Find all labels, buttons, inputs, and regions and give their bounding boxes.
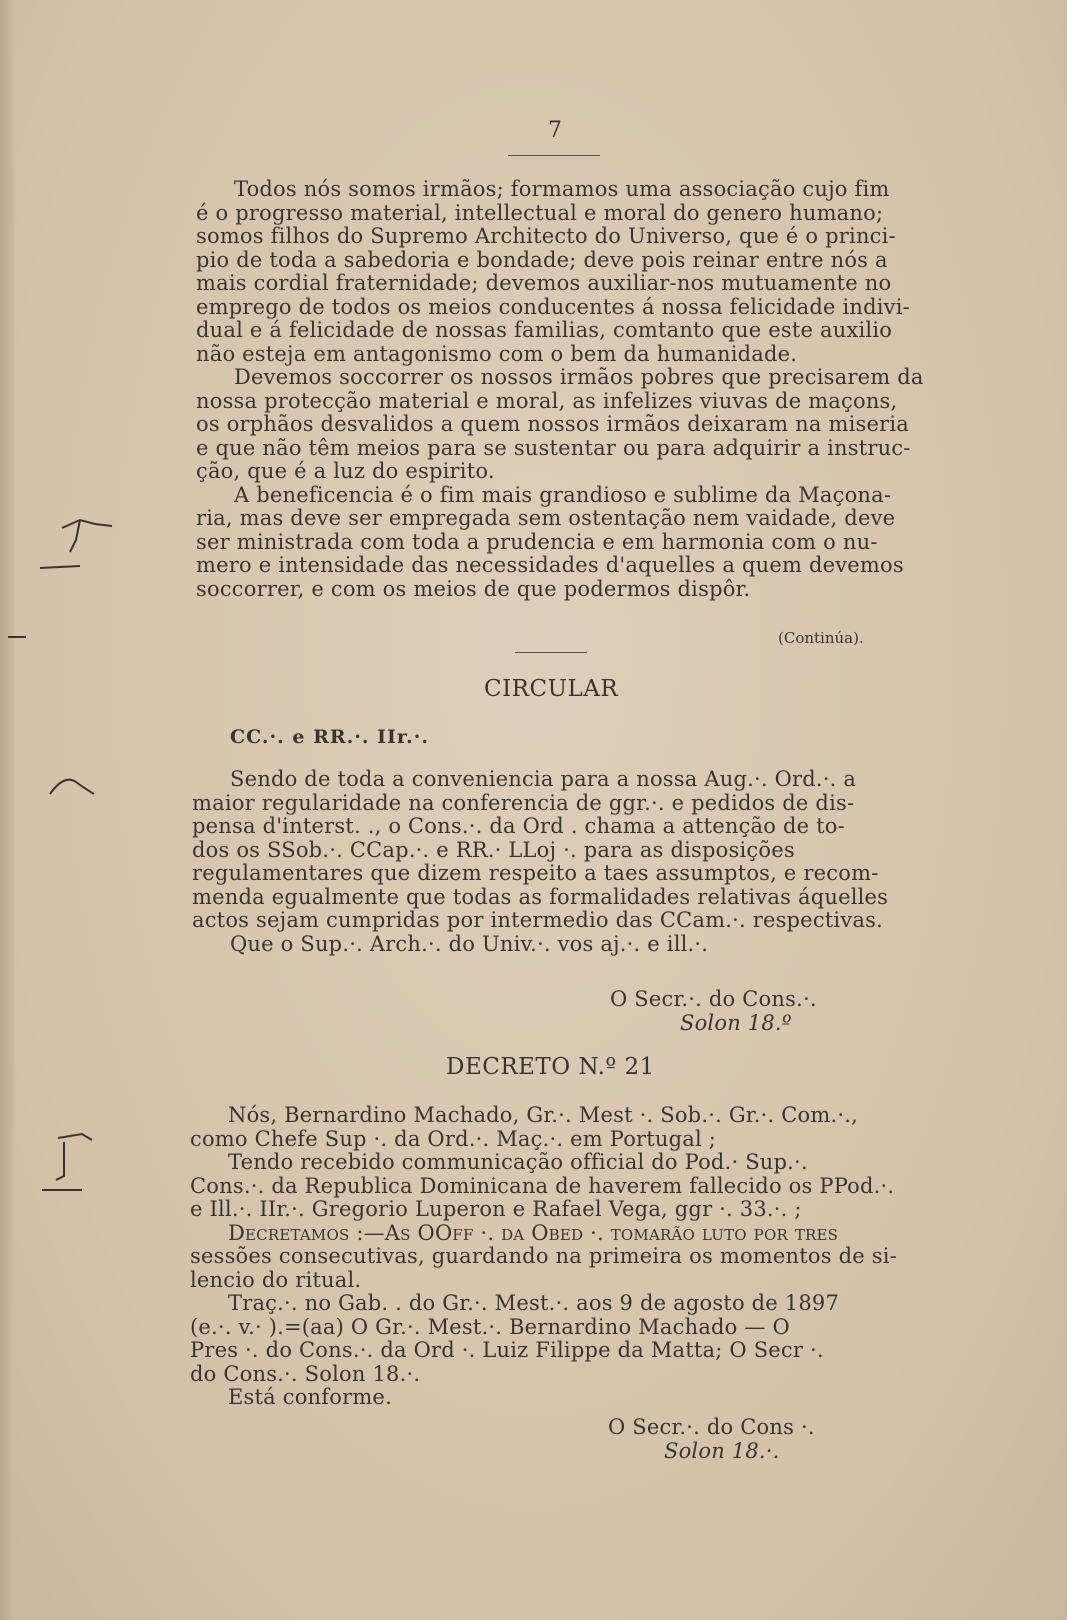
margin-pencil-mark	[40, 500, 120, 580]
text-line: ria, mas deve ser empregada sem ostentação nem vaidade, deve	[196, 506, 896, 530]
margin-curl-mark	[48, 772, 98, 802]
text-line: e que não têm meios para se sustentar ou para adquirir a instruc-	[196, 435, 911, 460]
decreto-heading: DECRETO N.º 21	[446, 1054, 655, 1080]
text-line: Tendo recebido communicação official do Pod.· Sup.·.	[228, 1150, 808, 1174]
text-line: como Chefe Sup ·. da Ord.·. Maç.·. em Portugal ;	[190, 1126, 717, 1151]
margin-tick-mark	[8, 632, 28, 642]
text-line: os orphãos desvalidos a quem nossos irmãos deixaram na miseria	[196, 412, 909, 436]
text-line: A beneficencia é o fim mais grandioso e sublime da Maçona-	[234, 482, 892, 507]
circular-signature-title: O Secr.·. do Cons.·.	[610, 987, 817, 1011]
text-line: Está conforme.	[228, 1385, 392, 1409]
margin-bracket-mark	[42, 1120, 102, 1200]
text-line: Que o Sup.·. Arch.·. do Univ.·. vos aj.·. e ill.·.	[230, 931, 709, 956]
text-line: regulamentares que dizem respeito a taes assumptos, e recom-	[192, 861, 879, 885]
text-line: menda egualmente que todas as formalidades relativas áquelles	[192, 884, 889, 909]
text-line: Sendo de toda a conveniencia para a nossa Aug.·. Ord.·. a	[230, 767, 857, 791]
text-line: Devemos soccorrer os nossos irmãos pobres que precisarem da	[234, 365, 924, 389]
text-line: não esteja em antagonismo com o bem da humanidade.	[196, 341, 798, 366]
decreto-signature-title: O Secr.·. do Cons ·.	[608, 1415, 815, 1439]
circular-heading: CIRCULAR	[484, 676, 619, 702]
text-line: mais cordial fraternidade; devemos auxiliar-nos mutuamente no	[196, 271, 892, 295]
page-number: 7	[548, 118, 562, 143]
text-line: somos filhos do Supremo Architecto do Universo, que é o princi-	[196, 224, 896, 248]
text-line: lencio do ritual.	[190, 1267, 362, 1292]
text-line: é o progresso material, intellectual e moral do genero humano;	[196, 200, 884, 225]
text-line: sessões consecutivas, guardando na primeira os momentos de si-	[190, 1244, 897, 1268]
text-line: soccorrer, e com os meios de que podermos dispôr.	[196, 576, 751, 601]
text-line: do Cons.·. Solon 18.·.	[190, 1361, 421, 1386]
text-line: nossa protecção material e moral, as infelizes viuvas de maçons,	[196, 388, 898, 413]
continua-note: (Continúa).	[778, 629, 864, 647]
decreto-text	[190, 1104, 902, 1410]
text-line: ção, que é a luz do espirito.	[196, 459, 495, 483]
text-line: Pres ·. do Cons.·. da Ord ·. Luiz Filippe da Matta; O Secr ·.	[190, 1338, 824, 1362]
text-line: dos os SSob.·. CCap.·. e RR.· LLoj ·. para as disposições	[192, 837, 795, 862]
text-line: Cons.·. da Republica Dominicana de haverem fallecido os PPod.·.	[190, 1173, 895, 1198]
page-edge	[0, 0, 14, 1620]
text-line: pio de toda a sabedoria e bondade; deve pois reinar entre nós a	[196, 247, 888, 272]
text-line: emprego de todos os meios conducentes á nossa felicidade indivi-	[196, 294, 910, 319]
header-rule	[508, 155, 600, 156]
text-line: maior regularidade na conferencia de ggr.·. e pedidos de dis-	[192, 790, 855, 815]
text-line: ser ministrada com toda a prudencia e em harmonia com o nu-	[196, 529, 878, 554]
text-line: (e.·. v.· ).=(aa) O Gr.·. Mest.·. Bernardino Machado — O	[190, 1314, 790, 1339]
section-rule	[515, 652, 587, 653]
text-line: actos sejam cumpridas por intermedio das CCam.·. respectivas.	[192, 908, 883, 932]
text-line: Decretamos :—As OOff ·. da Obed ·. tomarão luto por tres	[228, 1220, 839, 1245]
circular-signature-name: Solon 18.º	[680, 1011, 792, 1035]
text-line: Nós, Bernardino Machado, Gr.·. Mest ·. Sob.·. Gr.·. Com.·.,	[228, 1103, 858, 1127]
circular-salutation: CC.·. e RR.·. IIr.·.	[230, 726, 429, 748]
text-line: pensa d'interst. ., o Cons.·. da Ord . chama a attenção de to-	[192, 814, 845, 838]
text-line: e Ill.·. IIr.·. Gregorio Luperon e Rafael Vega, ggr ·. 33.·. ;	[190, 1197, 802, 1221]
decreto-signature-name: Solon 18.·.	[664, 1439, 780, 1463]
circular-text	[192, 768, 902, 956]
text-line: Todos nós somos irmãos; formamos uma associação cujo fim	[234, 177, 890, 201]
intro-text	[196, 177, 924, 601]
text-line: mero e intensidade das necessidades d'aquelles a quem devemos	[196, 553, 904, 577]
text-line: Traç.·. no Gab. . do Gr.·. Mest.·. aos 9 de agosto de 1897	[228, 1291, 840, 1315]
text-line: dual e á felicidade de nossas familias, comtanto que este auxilio	[196, 318, 893, 342]
